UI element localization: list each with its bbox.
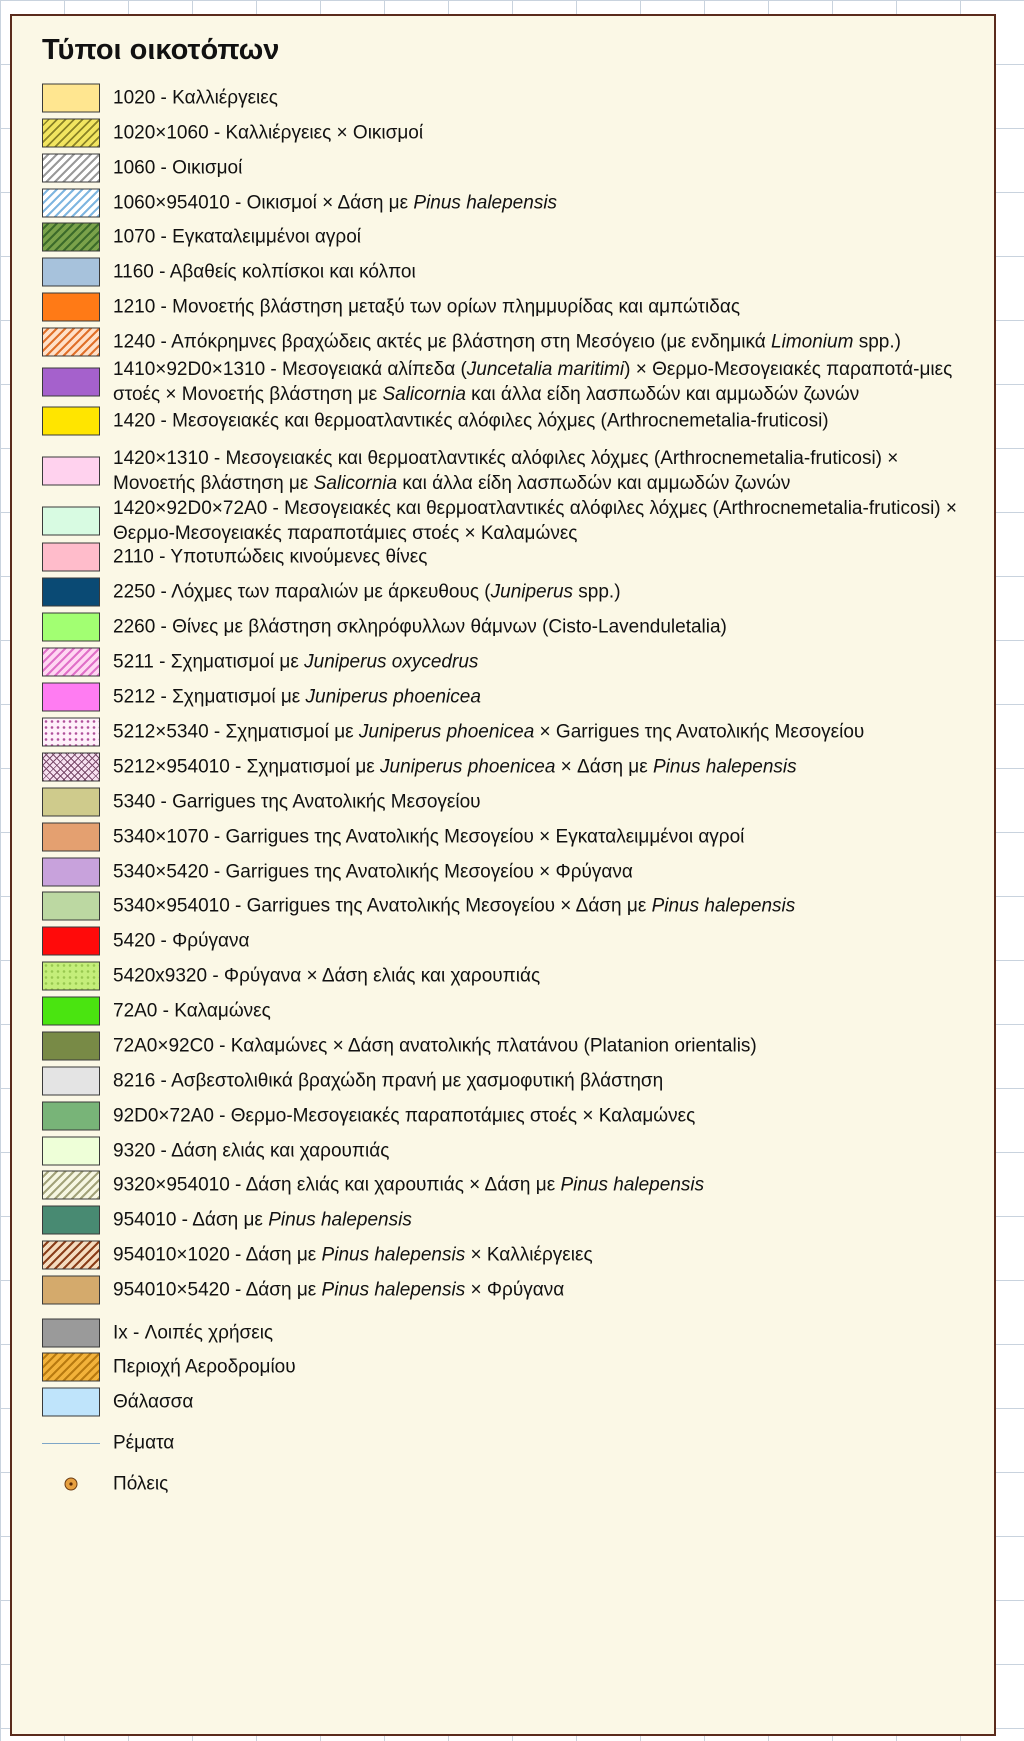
legend-label: [113, 357, 984, 407]
label-text: 1060 - Οικισμοί: [113, 157, 243, 179]
legend-item-5212x954010: [42, 747, 984, 787]
taxon-name: Salicornia: [382, 384, 466, 405]
label-text: 954010×5420 - Δάση με: [113, 1279, 322, 1301]
legend-swatch: [42, 1276, 100, 1305]
label-text: × Καλλιέργειες: [465, 1244, 593, 1266]
label-text: 5212×5340 - Σχηματισμοί με: [113, 721, 359, 743]
legend-item-airport: [42, 1347, 984, 1387]
legend-label: [113, 685, 984, 710]
taxon-name: Juniperus phoenicea: [305, 686, 481, 708]
label-text: spp.): [573, 581, 621, 603]
legend-label: [113, 999, 984, 1024]
legend-item-1420x1310: [42, 448, 984, 494]
taxon-name: Pinus halepensis: [653, 756, 797, 778]
taxon-name: Pinus halepensis: [413, 192, 558, 214]
legend-label: [113, 580, 984, 605]
legend-label: [113, 330, 984, 355]
label-text: 1240 - Απόκρημνες βραχώδεις ακτές με βλάστηση στη Μεσόγειο (με ενδημικά: [113, 331, 772, 353]
label-text: 5420x9320 - Φρύγανα × Δάση ελιάς και χαρουπιάς: [113, 965, 541, 987]
legend-label: [113, 650, 984, 675]
legend-item-954010: [42, 1200, 984, 1240]
legend-label: [113, 1173, 984, 1198]
label-text: Ρέματα: [113, 1432, 175, 1454]
legend-swatch: [42, 507, 100, 536]
label-text: 1020 - Καλλιέργειες: [113, 87, 278, 109]
legend-swatch: [42, 1241, 100, 1270]
legend-label: [113, 156, 984, 181]
label-text: 8216 - Ασβεστολιθικά βραχώδη πρανή με χασμοφυτική βλάστηση: [113, 1070, 664, 1092]
label-text: Θάλασσα: [113, 1391, 194, 1413]
label-text: Ix - Λοιπές χρήσεις: [113, 1322, 274, 1344]
taxon-name: Juniperus oxycedrus: [304, 651, 479, 673]
legend-title: Τύποι οικοτόπων: [42, 34, 280, 66]
label-text: 1420×1310 - Μεσογειακές και θερμοατλαντικές αλόφιλες λόχμες (Arthrocnemetalia-fruticosi) × Μονοετής βλάστηση με: [113, 448, 899, 494]
label-text: ) × Θερμο-Μεσογειακές παραποτά-μιες στοές × Μονοετής βλάστηση με: [113, 359, 953, 405]
legend-item-1240: [42, 322, 984, 362]
legend-swatch: [42, 962, 100, 991]
label-text: και άλλα είδη λασπωδών και αμμωδών ζωνών: [465, 384, 860, 405]
legend-label: [113, 1355, 984, 1380]
legend-swatch: [42, 997, 100, 1026]
city-dot-icon: [64, 1477, 78, 1491]
legend-swatch: [42, 293, 100, 322]
legend-list: [12, 16, 994, 1734]
taxon-name: Pinus halepensis: [321, 1244, 466, 1266]
legend-swatch: [42, 788, 100, 817]
legend-label: [113, 545, 984, 570]
legend-item-sea: [42, 1382, 984, 1422]
legend-swatch: [42, 1353, 100, 1382]
label-text: Πόλεις: [113, 1473, 169, 1495]
legend-item-1020x1060: [42, 113, 984, 153]
taxon-name: Pinus halepensis: [321, 1279, 466, 1301]
legend-swatch: [42, 858, 100, 887]
legend-label: [113, 1390, 984, 1415]
legend-label: [113, 1431, 984, 1456]
label-text: 1160 - Αβαθείς κολπίσκοι και κόλποι: [113, 261, 416, 283]
legend-item-5340: [42, 782, 984, 822]
legend-swatch: [42, 718, 100, 747]
label-text: 1420 - Μεσογειακές και θερμοατλαντικές αλόφιλες λόχμες (Arthrocnemetalia-fruticosi): [113, 410, 829, 432]
taxon-name: Pinus halepensis: [268, 1209, 412, 1231]
taxon-name: Juncetalia maritimi: [466, 359, 625, 380]
taxon-name: Pinus halepensis: [651, 895, 796, 917]
legend-label: [113, 1321, 984, 1346]
legend-swatch: [42, 1171, 100, 1200]
legend-item-72a0x92c0: [42, 1026, 984, 1066]
legend-item-9320x954010: [42, 1165, 984, 1205]
taxon-name: Juniperus phoenicea: [358, 721, 535, 743]
legend-label: [113, 1278, 984, 1303]
label-text: 9320×954010 - Δάση ελιάς και χαρουπιάς × Δάση με: [113, 1174, 561, 1196]
legend-panel: [10, 14, 996, 1736]
legend-item-5212: [42, 677, 984, 717]
label-text: spp.): [853, 331, 901, 353]
legend-label: [113, 191, 984, 216]
legend-item-5420: [42, 921, 984, 961]
legend-swatch: [42, 407, 100, 436]
legend-item-2110: [42, 537, 984, 577]
legend-label: [113, 1208, 984, 1233]
legend-swatch: [42, 927, 100, 956]
legend-item-2260: [42, 607, 984, 647]
taxon-name: Juniperus phoenicea: [380, 756, 556, 778]
label-text: 72A0×92C0 - Καλαμώνες × Δάση ανατολικής πλατάνου (Platanion orientalis): [113, 1035, 757, 1057]
legend-label: [113, 86, 984, 111]
label-text: 2110 - Υποτυπώδεις κινούμενες θίνες: [113, 546, 428, 568]
legend-item-1210: [42, 287, 984, 327]
label-text: × Garrigues της Ανατολικής Μεσογείου: [534, 721, 865, 743]
label-text: 954010×1020 - Δάση με: [113, 1244, 322, 1266]
label-text: 1410×92D0×1310 - Μεσογειακά αλίπεδα (: [113, 359, 467, 380]
legend-item-8216: [42, 1061, 984, 1101]
taxon-name: Pinus halepensis: [560, 1174, 705, 1196]
label-text: 5212×954010 - Σχηματισμοί με: [113, 756, 381, 778]
legend-swatch: [42, 223, 100, 252]
legend-item-954010x5420: [42, 1270, 984, 1310]
legend-item-2250: [42, 572, 984, 612]
legend-swatch: [42, 258, 100, 287]
legend-label: [113, 1472, 984, 1497]
legend-swatch: [42, 823, 100, 852]
legend-swatch: [42, 1319, 100, 1348]
legend-item-1160: [42, 252, 984, 292]
legend-swatch: [42, 328, 100, 357]
legend-swatch: [42, 1067, 100, 1096]
legend-swatch: [42, 648, 100, 677]
taxon-name: Juniperus: [490, 581, 574, 603]
legend-item-5212x5340: [42, 712, 984, 752]
legend-swatch: [42, 683, 100, 712]
label-text: 72A0 - Καλαμώνες: [113, 1000, 271, 1022]
label-text: 1060×954010 - Οικισμοί × Δάση με: [113, 192, 414, 214]
legend-item-5420x9320: [42, 956, 984, 996]
legend-item-streams: [42, 1423, 984, 1463]
legend-label: [113, 409, 984, 434]
legend-item-92d0x72a0: [42, 1096, 984, 1136]
legend-item-954010x1020: [42, 1235, 984, 1275]
legend-label: [113, 295, 984, 320]
legend-label: [113, 260, 984, 285]
label-text: 1020×1060 - Καλλιέργειες × Οικισμοί: [113, 122, 424, 144]
legend-label: [113, 1104, 984, 1129]
label-text: 2250 - Λόχμες των παραλιών με άρκευθους (: [113, 581, 491, 603]
legend-item-1020: [42, 78, 984, 118]
taxon-name: Salicornia: [313, 473, 398, 494]
label-text: 5340×5420 - Garrigues της Ανατολικής Μεσογείου × Φρύγανα: [113, 861, 633, 883]
label-text: 9320 - Δάση ελιάς και χαρουπιάς: [113, 1140, 390, 1162]
legend-swatch: [42, 1388, 100, 1417]
legend-item-1410x92d0x1310: [42, 359, 984, 405]
label-text: 1070 - Εγκαταλειμμένοι αγροί: [113, 226, 362, 248]
legend-swatch: [42, 892, 100, 921]
label-text: 2260 - Θίνες με βλάστηση σκληρόφυλλων θάμνων (Cisto-Lavenduletalia): [113, 616, 727, 638]
legend-label: [113, 446, 984, 496]
legend-item-1420: [42, 401, 984, 441]
label-text: × Φρύγανα: [465, 1279, 565, 1301]
legend-item-5340x1070: [42, 817, 984, 857]
legend-swatch: [42, 578, 100, 607]
legend-swatch: [42, 84, 100, 113]
legend-label: [113, 1069, 984, 1094]
legend-label: [113, 964, 984, 989]
legend-swatch: [42, 1206, 100, 1235]
legend-label: [113, 825, 984, 850]
label-text: 5340 - Garrigues της Ανατολικής Μεσογείου: [113, 791, 481, 813]
legend-label: [113, 860, 984, 885]
label-text: × Δάση με: [555, 756, 653, 778]
label-text: 5340×1070 - Garrigues της Ανατολικής Μεσογείου × Εγκαταλειμμένοι αγροί: [113, 826, 745, 848]
legend-swatch: [42, 543, 100, 572]
legend-label: [113, 790, 984, 815]
legend-label: [113, 1139, 984, 1164]
label-text: 954010 - Δάση με: [113, 1209, 269, 1231]
label-text: 1420×92D0×72A0 - Μεσογειακές και θερμοατλαντικές αλόφιλες λόχμες (Arthrocnemetalia-fruticosi) × Θερμο-Μεσογειακές παραποτάμιες στοές × Καλαμώνες: [113, 498, 957, 544]
legend-swatch: [42, 1102, 100, 1131]
legend-label: [113, 720, 984, 745]
legend-label: [113, 1243, 984, 1268]
legend-label: [113, 615, 984, 640]
legend-label: [113, 121, 984, 146]
stream-line-symbol: [42, 1443, 100, 1444]
legend-swatch: [42, 613, 100, 642]
legend-label: [113, 1034, 984, 1059]
label-text: Περιοχή Αεροδρομίου: [113, 1356, 296, 1378]
label-text: 5211 - Σχηματισμοί με: [113, 651, 305, 673]
label-text: 92D0×72A0 - Θερμο-Μεσογειακές παραποτάμιες στοές × Καλαμώνες: [113, 1105, 696, 1127]
legend-label: [113, 755, 984, 780]
label-text: 1210 - Μονοετής βλάστηση μεταξύ των ορίων πλημμυρίδας και αμπώτιδας: [113, 296, 740, 318]
label-text: 5340×954010 - Garrigues της Ανατολικής Μεσογείου × Δάση με: [113, 895, 652, 917]
label-text: και άλλα είδη λασπωδών και αμμωδών ζωνών: [397, 473, 791, 494]
legend-item-72a0: [42, 991, 984, 1031]
legend-swatch: [42, 1137, 100, 1166]
legend-item-5340x954010: [42, 886, 984, 926]
taxon-name: Limonium: [771, 331, 854, 353]
legend-item-1420x92d0x72a0: [42, 498, 984, 544]
legend-label: [113, 225, 984, 250]
legend-swatch: [42, 457, 100, 486]
legend-label: [113, 894, 984, 919]
legend-item-1070: [42, 217, 984, 257]
legend-swatch: [42, 189, 100, 218]
legend-item-cities: [42, 1464, 984, 1504]
legend-swatch: [42, 119, 100, 148]
legend-swatch: [42, 753, 100, 782]
legend-swatch: [42, 1032, 100, 1061]
legend-item-5211: [42, 642, 984, 682]
legend-item-1060: [42, 148, 984, 188]
legend-swatch: [42, 154, 100, 183]
legend-swatch: [42, 368, 100, 397]
label-text: 5420 - Φρύγανα: [113, 930, 250, 952]
legend-label: [113, 929, 984, 954]
label-text: 5212 - Σχηματισμοί με: [113, 686, 306, 708]
